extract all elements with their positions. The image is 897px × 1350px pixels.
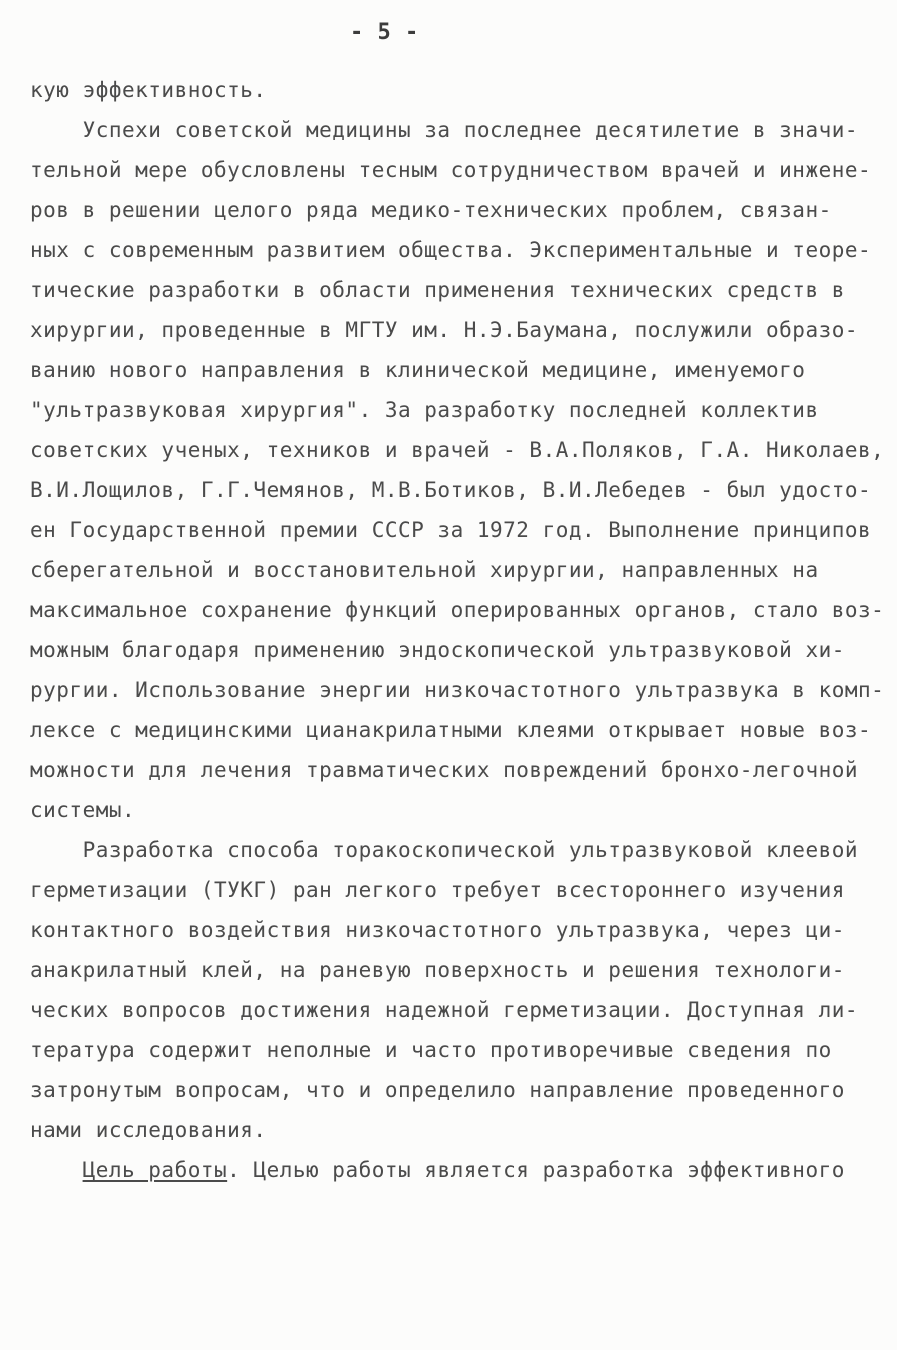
text-line: хирургии, проведенные в МГТУ им. Н.Э.Баумана, послужили образо- bbox=[30, 318, 859, 342]
text-line: "ультразвуковая хирургия". За разработку последней коллектив bbox=[30, 398, 819, 422]
text-line: В.И.Лощилов, Г.Г.Чемянов, М.В.Ботиков, В.И.Лебедев - был удосто- bbox=[30, 478, 872, 502]
text-line: ванию нового направления в клинической медицине, именуемого bbox=[30, 358, 806, 382]
text-line: ров в решении целого ряда медико-технических проблем, связан- bbox=[30, 198, 832, 222]
text-line: ческих вопросов достижения надежной герметизации. Доступная ли- bbox=[30, 998, 859, 1022]
text-line: затронутым вопросам, что и определило направление проведенного bbox=[30, 1078, 845, 1102]
text-line: ен Государственной премии СССР за 1972 год. Выполнение принципов bbox=[30, 518, 872, 542]
text-line: можности для лечения травматических повреждений бронхо-легочной bbox=[30, 758, 859, 782]
text-line: Цель работы. Целью работы является разработка эффективного bbox=[82, 1158, 845, 1182]
text-line: тические разработки в области применения технических средств в bbox=[30, 278, 845, 302]
text-line: можным благодаря применению эндоскопической ультразвуковой хи- bbox=[30, 638, 845, 662]
text-line: нами исследования. bbox=[30, 1118, 267, 1142]
text-line: контактного воздействия низкочастотного ультразвука, через ци- bbox=[30, 918, 845, 942]
text-line: тература содержит неполные и часто противоречивые сведения по bbox=[30, 1038, 832, 1062]
text-line: анакрилатный клей, на раневую поверхность и решения технологи- bbox=[30, 958, 845, 982]
text-line: советских ученых, техников и врачей - В.А.Поляков, Г.А. Николаев, bbox=[30, 438, 885, 462]
text-line: максимальное сохранение функций оперированных органов, стало воз- bbox=[30, 598, 885, 622]
text-line: сберегательной и восстановительной хирургии, направленных на bbox=[30, 558, 819, 582]
text-line: лексе с медицинскими цианакрилатными клеями открывает новые воз- bbox=[30, 718, 872, 742]
page-number: - 5 - bbox=[350, 20, 419, 45]
text-line: Разработка способа торакоскопической ультразвуковой клеевой bbox=[30, 838, 859, 862]
text-line: Успехи советской медицины за последнее десятилетие в значи- bbox=[30, 118, 859, 142]
text-line: герметизации (ТУКГ) ран легкого требует всестороннего изучения bbox=[30, 878, 845, 902]
text-line: ных с современным развитием общества. Экспериментальные и теоре- bbox=[30, 238, 872, 262]
section-heading: Цель работы bbox=[82, 1158, 228, 1182]
text-line: тельной мере обусловлены тесным сотрудничеством врачей и инжене- bbox=[30, 158, 872, 182]
text-line: системы. bbox=[30, 798, 136, 822]
text-line: кую эффективность. bbox=[30, 78, 267, 102]
text-line: рургии. Использование энергии низкочастотного ультразвука в комп- bbox=[30, 678, 885, 702]
